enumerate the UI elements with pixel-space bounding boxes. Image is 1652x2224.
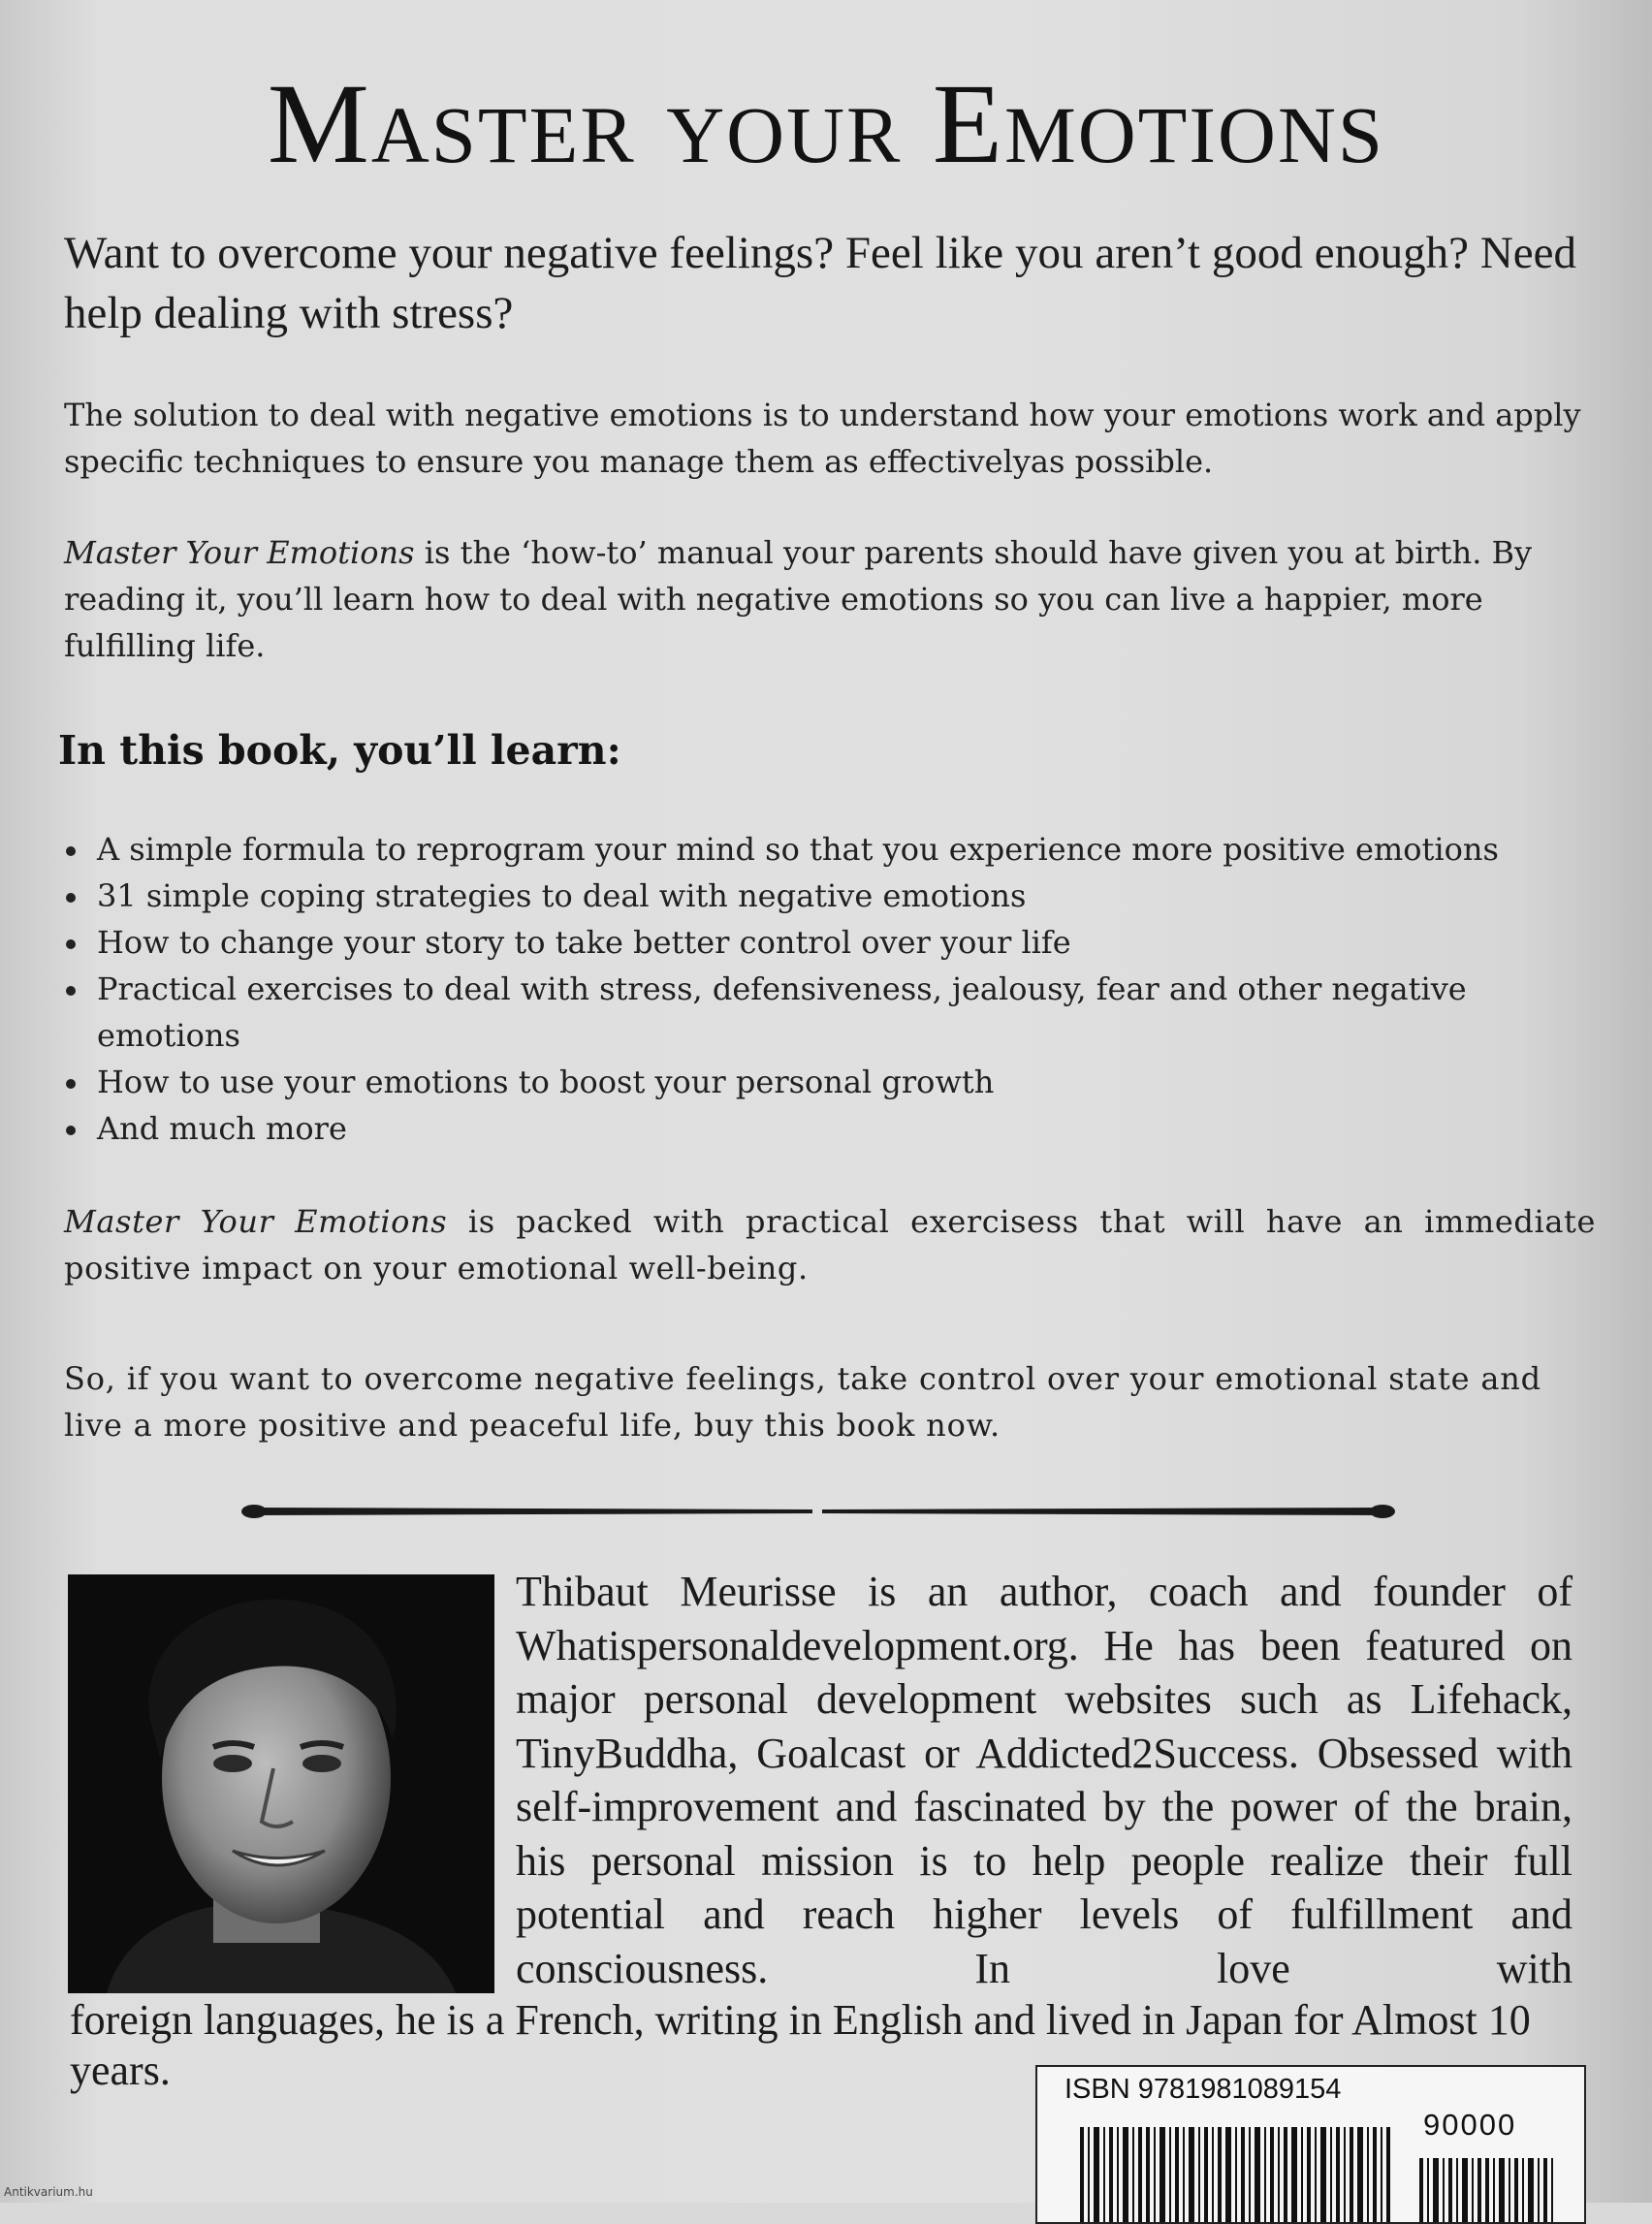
- exercises-paragraph: [64, 1198, 1596, 1291]
- learn-list: [64, 826, 1576, 1152]
- ornamental-divider: [240, 1501, 1396, 1522]
- author-bio-continued: foreign languages, he is a French, writing in English and lived in Japan for Almost 10 years.: [70, 1996, 1531, 2094]
- book-title-italic: Master Your Emotions: [64, 1203, 448, 1240]
- manual-paragraph-text: is the ‘how-to’ manual your parents should have given you at birth. By reading it, you’ll learn how to deal with negative emotions so you can live a happier, more fulfilling life.: [64, 534, 1533, 664]
- list-item: And much more: [64, 1105, 1576, 1152]
- price-code: 90000: [1423, 2108, 1517, 2142]
- learn-heading: In this book, you’ll learn:: [58, 727, 621, 774]
- manual-paragraph: [64, 529, 1596, 669]
- list-item: A simple formula to reprogram your mind so that you experience more positive emotions: [64, 826, 1576, 873]
- list-item: Practical exercises to deal with stress, defensiveness, jealousy, fear and other negative emotions: [64, 966, 1576, 1059]
- book-title-italic: Master Your Emotions: [64, 534, 415, 571]
- watermark: Antikvarium.hu: [4, 2185, 93, 2199]
- list-item: 31 simple coping strategies to deal with negative emotions: [64, 873, 1576, 919]
- call-to-action-paragraph: So, if you want to overcome negative feelings, take control over your emotional state and live a more positive and peaceful life, buy this book now.: [64, 1360, 1541, 1444]
- barcode-icon: [1080, 2115, 1574, 2222]
- lead-question: Want to overcome your negative feelings? Feel like you aren’t good enough? Need help dealing with stress?: [64, 228, 1576, 338]
- author-photo: [68, 1574, 494, 1993]
- isbn-barcode: [1035, 2065, 1586, 2224]
- solution-paragraph: The solution to deal with negative emotions is to understand how your emotions work and apply specific techniques to ensure you manage them as effectivelyas possible.: [64, 397, 1581, 480]
- list-item: How to use your emotions to boost your personal growth: [64, 1059, 1576, 1105]
- author-bio: Thibaut Meurisse is an author, coach and founder of Whatispersonaldevelopment.org. He has been featured on major personal development websites such as Lifehack, TinyBuddha, Goalcast or Addicted2Success. Obsessed with self-improvement and fascinated by the power of the brain, his personal mission is to help people realize their full potential and reach higher levels of fulfillment and consciousness. In love with: [516, 1568, 1573, 1992]
- book-title: Master your Emotions: [267, 60, 1385, 187]
- list-item: How to change your story to take better control over your life: [64, 919, 1576, 966]
- exercises-paragraph-text: is packed with practical exercisess that will have an immediate positive impact on your emotional well-being.: [64, 1203, 1596, 1287]
- isbn-number: ISBN 9781981089154: [1064, 2074, 1342, 2105]
